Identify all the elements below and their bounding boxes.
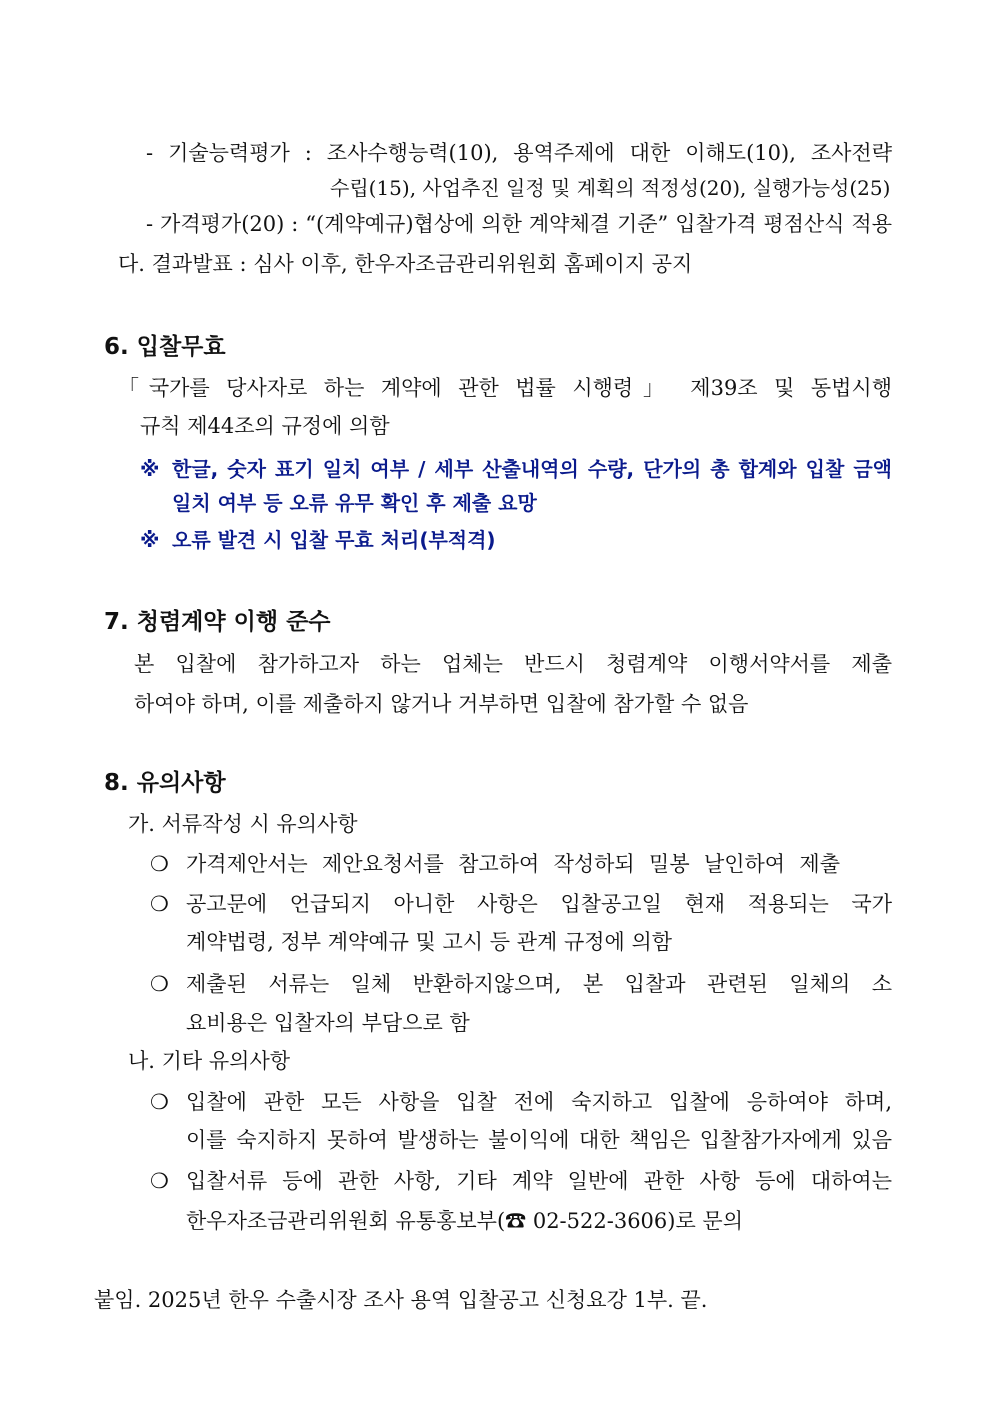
bullet-circle-icon: ❍ <box>150 1169 169 1193</box>
a-item-3-line-2: 요비용은 입찰자의 부담으로 함 <box>186 1011 470 1035</box>
notice-2: 오류 발견 시 입찰 무효 처리(부적격) <box>172 528 496 552</box>
a-item-1: 가격제안서는 제안요청서를 참고하여 작성하되 밀봉 날인하여 제출 <box>186 852 840 876</box>
section-7-title: 7. 청렴계약 이행 준수 <box>104 609 331 635</box>
bullet-circle-icon: ❍ <box>150 852 169 876</box>
result-announcement: 다. 결과발표 : 심사 이후, 한우자조금관리위원회 홈페이지 공지 <box>118 252 693 276</box>
section-6-body-2: 규칙 제44조의 규정에 의함 <box>140 414 390 438</box>
attachment-note: 붙임. 2025년 한우 수출시장 조사 용역 입찰공고 신청요강 1부. 끝. <box>94 1288 708 1312</box>
notice-mark-1: ※ <box>140 457 160 481</box>
section-7-body-1: 본 입찰에 참가하고자 하는 업체는 반드시 청렴계약 이행서약서를 제출 <box>134 652 892 676</box>
section-7-body-2: 하여야 하며, 이를 제출하지 않거나 거부하면 입찰에 참가할 수 없음 <box>134 692 749 716</box>
b-item-1-line-1: 입찰에 관한 모든 사항을 입찰 전에 숙지하고 입찰에 응하여야 하며, <box>186 1090 892 1114</box>
subsection-a-title: 가. 서류작성 시 유의사항 <box>128 812 358 836</box>
b-item-2-line-2: 한우자조금관리위원회 유통홍보부(☎ 02-522-3606)로 문의 <box>186 1209 743 1233</box>
a-item-2-line-2: 계약법령, 정부 계약예규 및 고시 등 관계 규정에 의함 <box>186 930 673 954</box>
notice-1-line-2: 일치 여부 등 오류 유무 확인 후 제출 요망 <box>172 491 537 515</box>
section-8-title: 8. 유의사항 <box>104 770 226 796</box>
b-item-2-line-1: 입찰서류 등에 관한 사항, 기타 계약 일반에 관한 사항 등에 대하여는 <box>186 1169 892 1193</box>
section-6-title: 6. 입찰무효 <box>104 334 226 360</box>
price-eval-line: - 가격평가(20) : “(계약예규)협상에 의한 계약체결 기준” 입찰가격 평점산식 적용 <box>146 212 892 236</box>
notice-mark-2: ※ <box>140 528 160 552</box>
tech-eval-line-2: 수립(15), 사업추진 일정 및 계획의 적정성(20), 실행가능성(25) <box>330 176 891 200</box>
notice-1-line-1: 한글, 숫자 표기 일치 여부 / 세부 산출내역의 수량, 단가의 총 합계와 입찰 금액 <box>172 457 892 481</box>
bullet-circle-icon: ❍ <box>150 972 169 996</box>
bullet-circle-icon: ❍ <box>150 892 169 916</box>
a-item-2-line-1: 공고문에 언급되지 아니한 사항은 입찰공고일 현재 적용되는 국가 <box>186 892 892 916</box>
a-item-3-line-1: 제출된 서류는 일체 반환하지않으며, 본 입찰과 관련된 일체의 소 <box>186 972 892 996</box>
bullet-circle-icon: ❍ <box>150 1090 169 1114</box>
section-6-body-1: 「국가를 당사자로 하는 계약에 관한 법률 시행령」 제39조 및 동법시행 <box>118 376 892 400</box>
b-item-1-line-2: 이를 숙지하지 못하여 발생하는 불이익에 대한 책임은 입찰참가자에게 있음 <box>186 1128 892 1152</box>
subsection-b-title: 나. 기타 유의사항 <box>128 1049 291 1073</box>
tech-eval-line-1: - 기술능력평가 : 조사수행능력(10), 용역주제에 대한 이해도(10), 조사전략 <box>146 141 892 165</box>
